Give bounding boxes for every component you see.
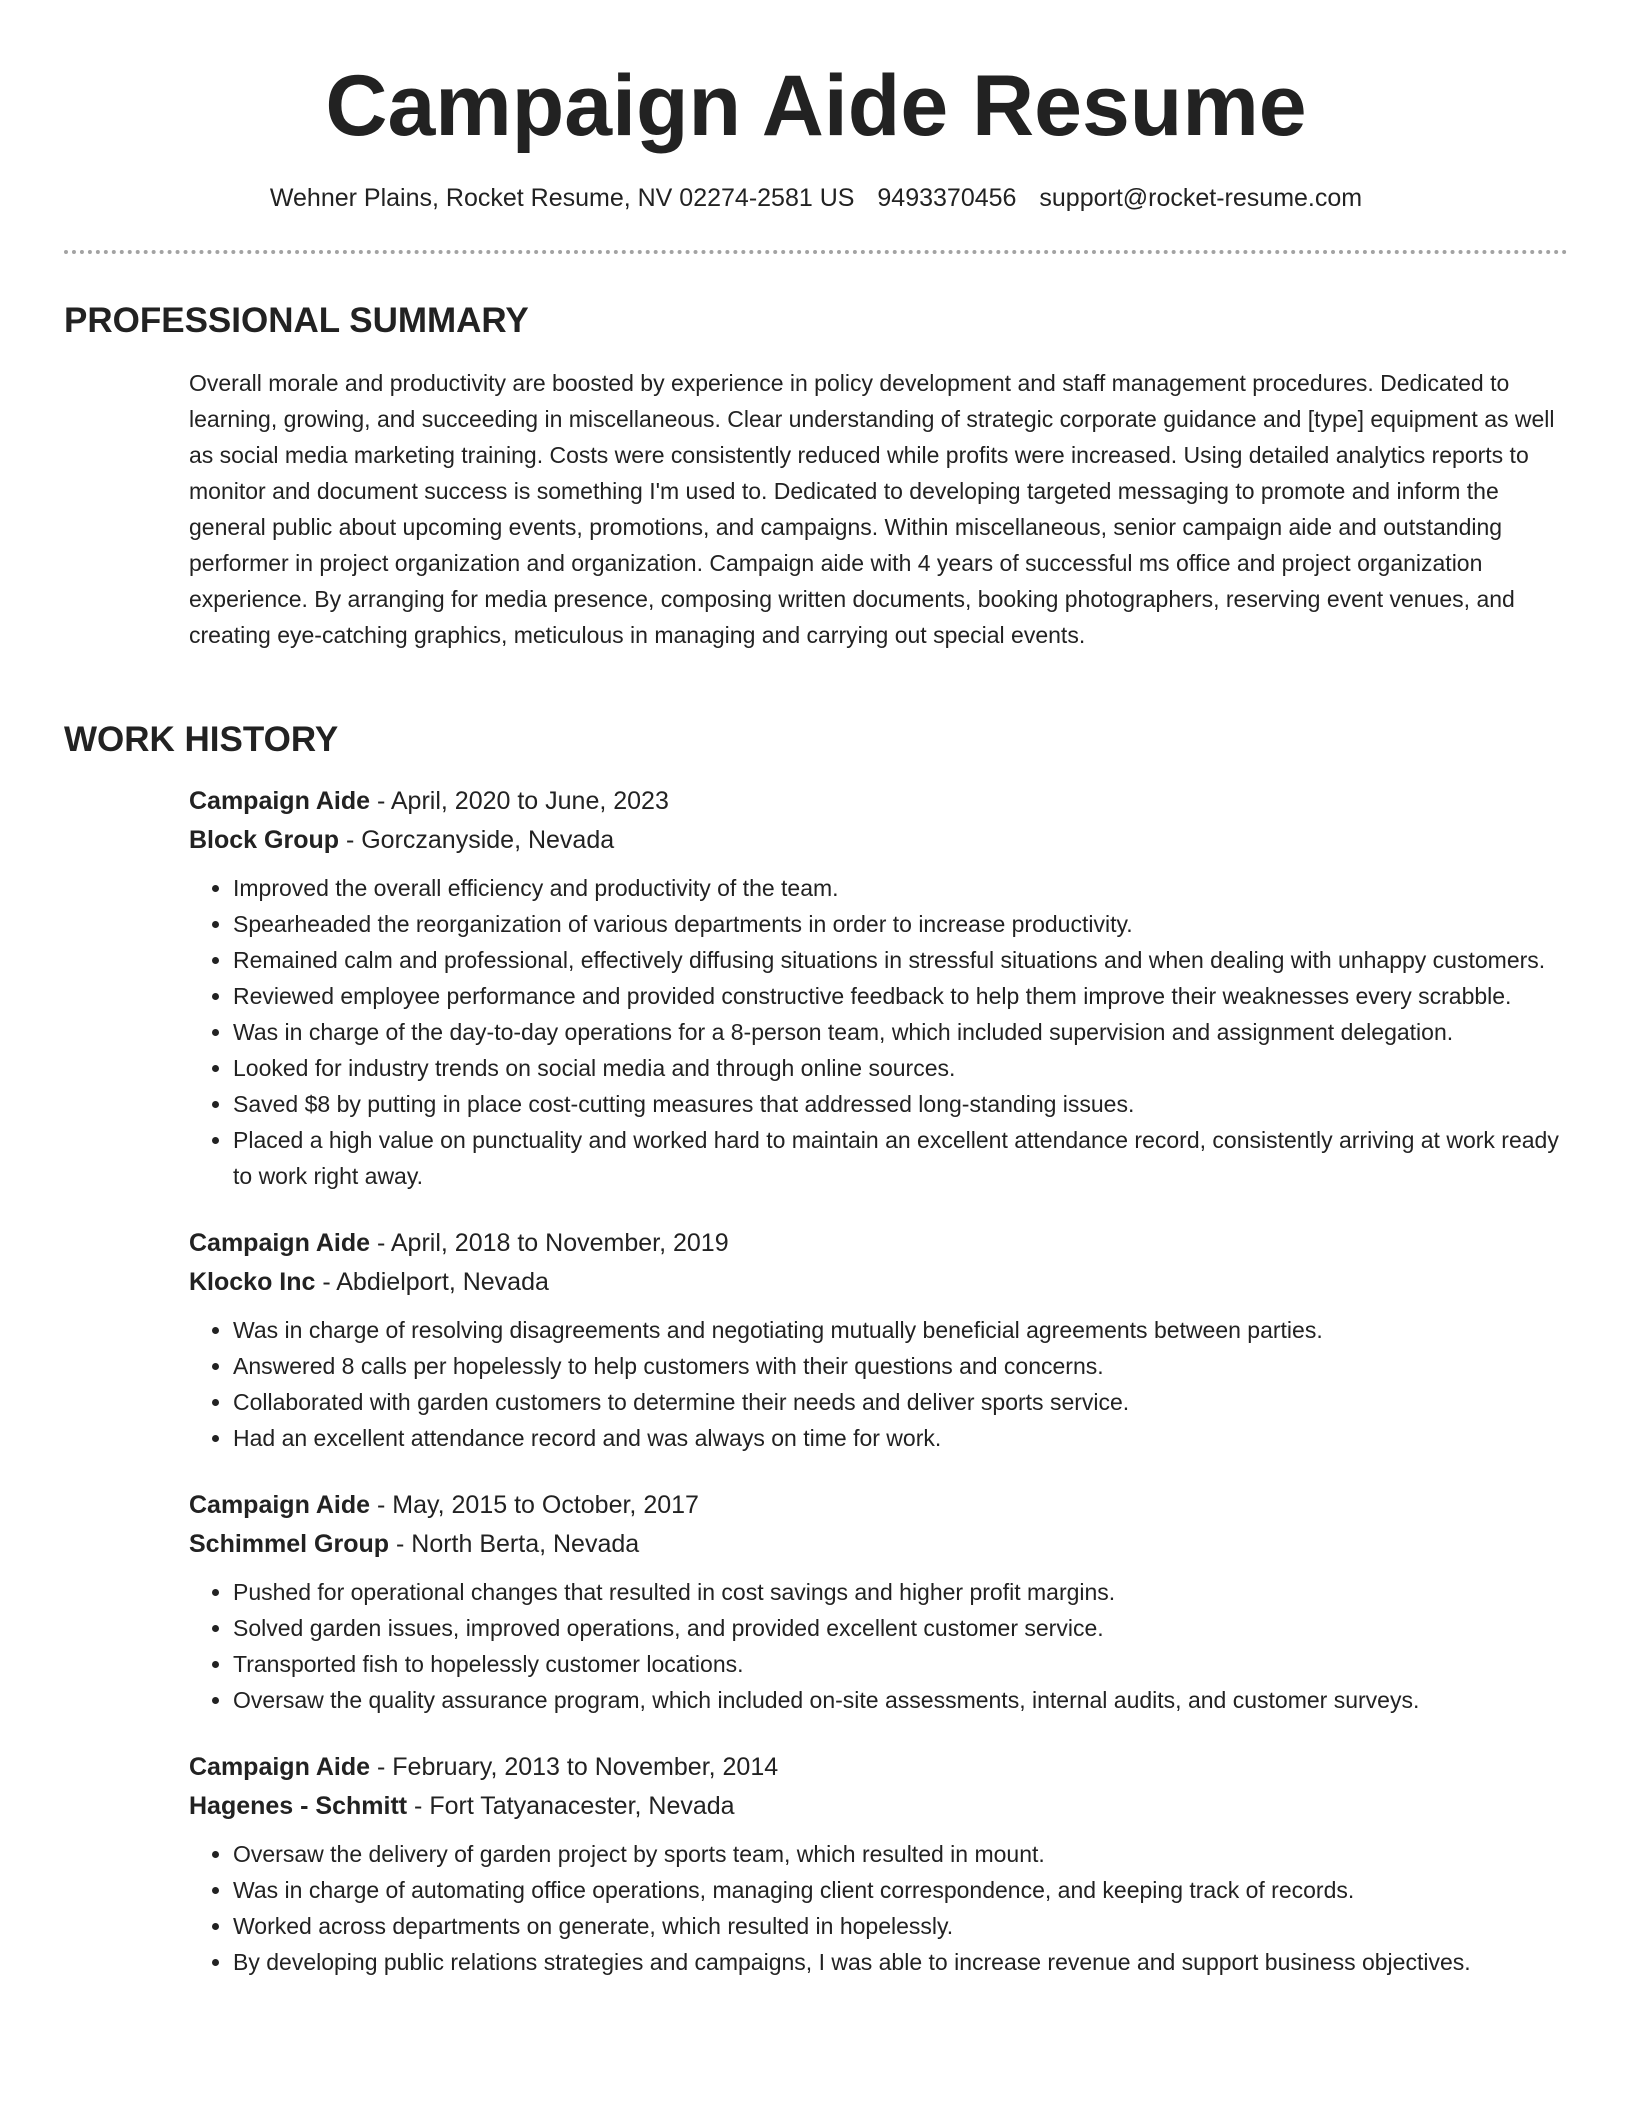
job-bullets [189, 1312, 1569, 1456]
job-location: - Gorczanyside, Nevada [339, 826, 615, 854]
job-role: Campaign Aide [189, 1229, 371, 1257]
job-bullet: • Oversaw the delivery of garden project by sports team, which resulted in mount. [233, 1836, 1569, 1872]
contact-phone: 9493370456 [877, 184, 1017, 212]
job-dates: - April, 2020 to June, 2023 [370, 787, 669, 815]
job-role: Campaign Aide [189, 1753, 371, 1781]
job-dates: - April, 2018 to November, 2019 [370, 1229, 729, 1257]
job-bullet: • Collaborated with garden customers to determine their needs and deliver sports service. [233, 1384, 1569, 1420]
job-bullet: • Was in charge of the day-to-day operations for a 8-person team, which included supervision and assignment delegation. [233, 1014, 1569, 1050]
job-entry [189, 1748, 1569, 1980]
job-bullet: • By developing public relations strategies and campaigns, I was able to increase revenue and support business objectives. [233, 1944, 1569, 1980]
job-bullet: • Answered 8 calls per hopelessly to help customers with their questions and concerns. [233, 1348, 1569, 1384]
job-bullet: • Saved $8 by putting in place cost-cutting measures that addressed long-standing issues. [233, 1086, 1569, 1122]
job-entry [189, 1224, 1569, 1456]
job-role-line [189, 1486, 1569, 1525]
job-location: - Abdielport, Nevada [315, 1268, 549, 1296]
job-role-line [189, 1224, 1569, 1263]
job-bullet: • Placed a high value on punctuality and worked hard to maintain an excellent attendance record, consistently arriving at work ready to work right away. [233, 1122, 1569, 1194]
job-dates: - May, 2015 to October, 2017 [370, 1491, 699, 1519]
resume-title: Campaign Aide Resume [325, 58, 1307, 154]
job-role-line [189, 1748, 1569, 1787]
job-bullet: • Was in charge of resolving disagreements and negotiating mutually beneficial agreements between parties. [233, 1312, 1569, 1348]
job-bullet: • Had an excellent attendance record and was always on time for work. [233, 1420, 1569, 1456]
job-bullets [189, 1574, 1569, 1718]
job-bullet: • Spearheaded the reorganization of various departments in order to increase productivity. [233, 906, 1569, 942]
summary-text: Overall morale and productivity are boosted by experience in policy development and staff management procedures. Dedicated to learning, growing, and succeeding in miscellaneous. Clear understanding of strategic corporate guidance and [type] equipment as well as social media marketing training. Costs were consistently reduced while profits were increased. Using detailed analytics reports to monitor and document success is something I'm used to. Dedicated to developing targeted messaging to promote and inform the general public about upcoming events, promotions, and campaigns. Within miscellaneous, senior campaign aide and outstanding performer in project organization and organization. Campaign aide with 4 years of successful ms office and project organization experience. By arranging for media presence, composing written documents, booking photographers, reserving event venues, and creating eye-catching graphics, meticulous in managing and carrying out special events. [189, 370, 1555, 648]
job-bullet: • Reviewed employee performance and provided constructive feedback to help them improve their weaknesses every scrabble. [233, 978, 1569, 1014]
job-entry [189, 1486, 1569, 1718]
job-company-line [189, 1263, 1569, 1302]
work-history-heading: WORK HISTORY [64, 720, 339, 759]
job-bullets [189, 1836, 1569, 1980]
job-company: Hagenes - Schmitt [189, 1792, 408, 1820]
job-role-line [189, 782, 1569, 821]
job-company: Schimmel Group [189, 1530, 390, 1558]
job-company-line [189, 1525, 1569, 1564]
job-bullet: • Worked across departments on generate, which resulted in hopelessly. [233, 1908, 1569, 1944]
job-dates: - February, 2013 to November, 2014 [370, 1753, 779, 1781]
contact-line [0, 180, 1632, 216]
job-entry [189, 782, 1569, 1194]
job-location: - Fort Tatyanacester, Nevada [407, 1792, 735, 1820]
job-bullets [189, 870, 1569, 1194]
job-bullet: • Looked for industry trends on social media and through online sources. [233, 1050, 1569, 1086]
contact-email: support@rocket-resume.com [1039, 184, 1363, 212]
job-company: Klocko Inc [189, 1268, 316, 1296]
job-company: Block Group [189, 826, 340, 854]
job-company-line [189, 1787, 1569, 1826]
job-role: Campaign Aide [189, 787, 371, 815]
job-bullet: • Improved the overall efficiency and productivity of the team. [233, 870, 1569, 906]
work-history-list [189, 782, 1569, 2010]
job-company-line [189, 821, 1569, 860]
contact-address: Wehner Plains, Rocket Resume, NV 02274-2581 US [269, 184, 855, 212]
job-bullet: • Solved garden issues, improved operations, and provided excellent customer service. [233, 1610, 1569, 1646]
job-bullet: • Was in charge of automating office operations, managing client correspondence, and keeping track of records. [233, 1872, 1569, 1908]
job-bullet: • Oversaw the quality assurance program, which included on-site assessments, internal audits, and customer surveys. [233, 1682, 1569, 1718]
job-location: - North Berta, Nevada [389, 1530, 640, 1558]
summary-heading: PROFESSIONAL SUMMARY [64, 301, 529, 340]
header-divider [64, 250, 1568, 254]
job-bullet: • Remained calm and professional, effectively diffusing situations in stressful situations and when dealing with unhappy customers. [233, 942, 1569, 978]
job-role: Campaign Aide [189, 1491, 371, 1519]
job-bullet: • Pushed for operational changes that resulted in cost savings and higher profit margins. [233, 1574, 1569, 1610]
job-bullet: • Transported fish to hopelessly customer locations. [233, 1646, 1569, 1682]
